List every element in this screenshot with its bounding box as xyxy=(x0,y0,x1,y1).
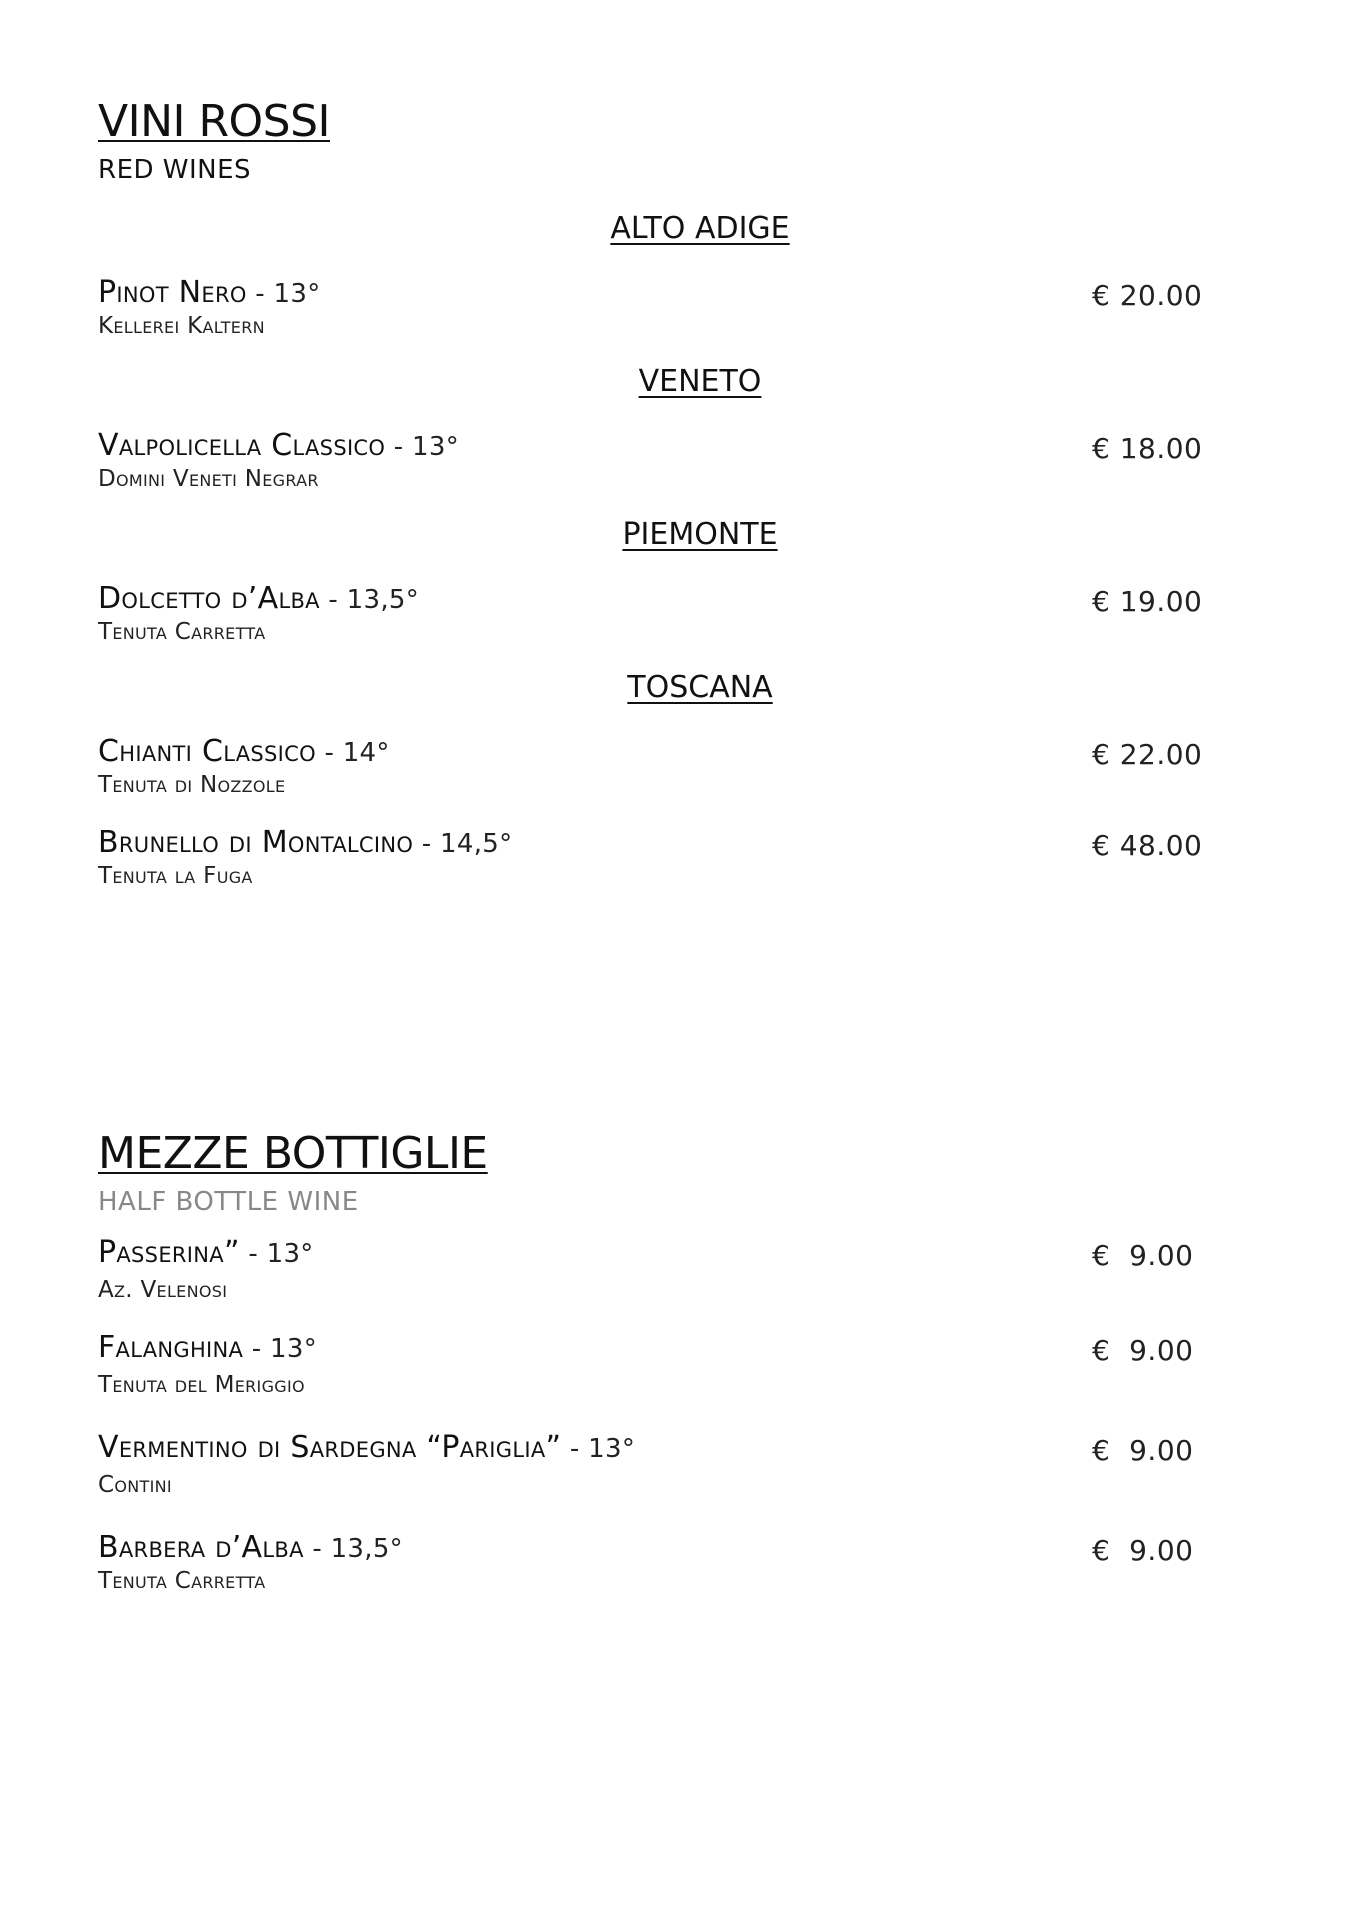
wine-price: € 9.00 xyxy=(1092,1334,1194,1367)
wine-name: Brunello di Montalcino - 14,5° xyxy=(98,825,513,860)
region-veneto: VENETO xyxy=(638,364,762,399)
wine-price: € 9.00 xyxy=(1092,1239,1194,1272)
wine-name: Dolcetto d’Alba - 13,5° xyxy=(98,581,420,616)
wine-producer: Tenuta Carretta xyxy=(98,1568,266,1594)
wine-price: € 20.00 xyxy=(1092,279,1203,312)
wine-name: Passerina” - 13° xyxy=(98,1235,314,1270)
wine-name: Falanghina - 13° xyxy=(98,1330,318,1365)
wine-price: € 9.00 xyxy=(1092,1434,1194,1467)
wine-producer: Kellerei Kaltern xyxy=(98,313,265,339)
wine-name: Valpolicella Classico - 13° xyxy=(98,428,460,463)
wine-producer: Tenuta la Fuga xyxy=(98,863,253,889)
wine-price: € 22.00 xyxy=(1092,738,1203,771)
wine-name: Chianti Classico - 14° xyxy=(98,734,390,769)
wine-producer: Tenuta di Nozzole xyxy=(98,772,286,798)
wine-price: € 9.00 xyxy=(1092,1534,1194,1567)
wine-price: € 19.00 xyxy=(1092,585,1203,618)
red-wines-subtitle: RED WINES xyxy=(98,155,252,185)
wine-producer: Az. Velenosi xyxy=(98,1277,228,1303)
region-toscana: TOSCANA xyxy=(627,670,773,705)
region-piemonte: PIEMONTE xyxy=(622,517,778,552)
wine-price: € 48.00 xyxy=(1092,829,1203,862)
wine-producer: Tenuta Carretta xyxy=(98,619,266,645)
wine-producer: Domini Veneti Negrar xyxy=(98,466,319,492)
half-bottles-subtitle: HALF BOTTLE WINE xyxy=(98,1187,359,1217)
wine-producer: Tenuta del Meriggio xyxy=(98,1372,305,1398)
wine-producer: Contini xyxy=(98,1472,172,1498)
wine-name: Pinot Nero - 13° xyxy=(98,275,321,310)
half-bottles-title: MEZZE BOTTIGLIE xyxy=(98,1128,488,1179)
wine-name: Vermentino di Sardegna “Pariglia” - 13° xyxy=(98,1430,636,1465)
red-wines-title: VINI ROSSI xyxy=(98,96,330,147)
region-alto-adige: ALTO ADIGE xyxy=(610,211,790,246)
wine-price: € 18.00 xyxy=(1092,432,1203,465)
wine-name: Barbera d’Alba - 13,5° xyxy=(98,1530,403,1565)
